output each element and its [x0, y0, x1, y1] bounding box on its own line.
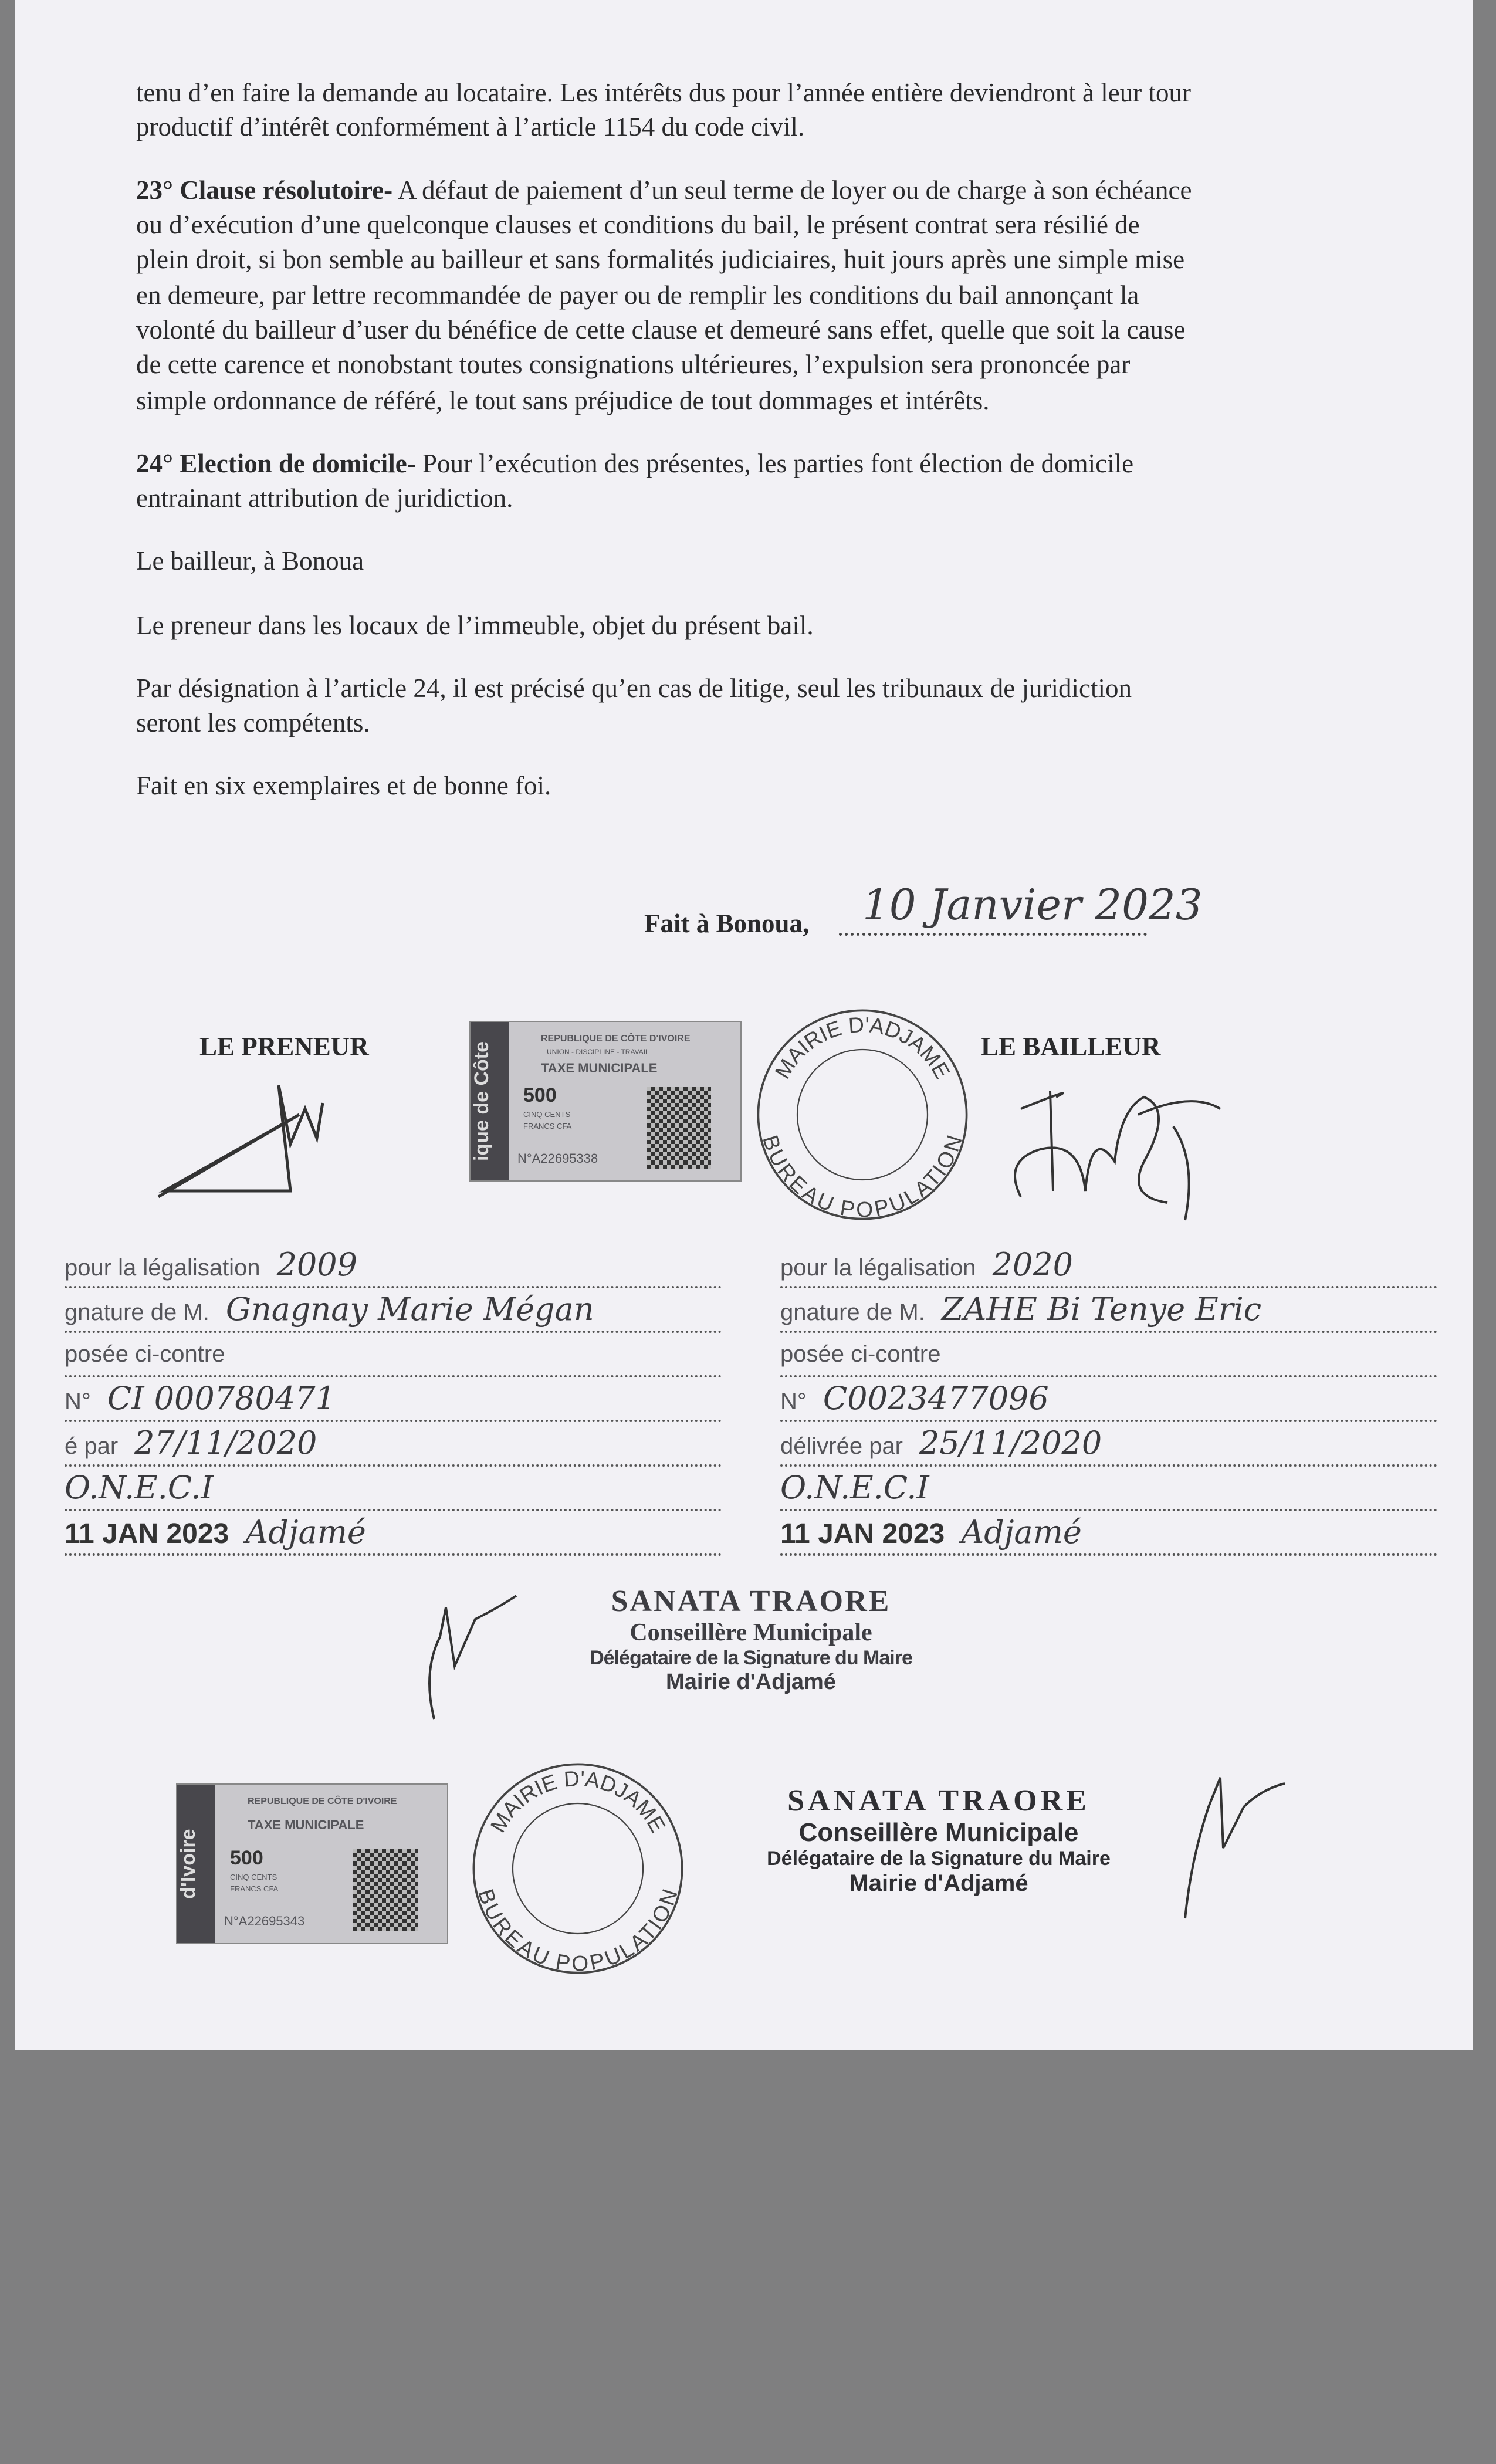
text-line-content: productif d’intérêt conformément à l’article 1154 du code civil. — [136, 112, 805, 141]
svg-text:MAIRIE D'ADJAME: MAIRIE D'ADJAME — [770, 1012, 955, 1083]
text-line-content: Par désignation à l’article 24, il est précisé qu’en cas de litige, seul les tribunaux de juridiction — [136, 673, 1132, 703]
text-line-content: simple ordonnance de référé, le tout sans préjudice de tout dommages et intérêts. — [136, 386, 990, 415]
text-line-content: Le preneur dans les locaux de l’immeuble, objet du présent bail. — [136, 611, 814, 640]
official-signature-lower — [1167, 1772, 1297, 1924]
date-dotted-line — [839, 933, 1147, 936]
text-line-content: ou d’exécution d’une quelconque clauses et conditions du bail, le présent contrat sera résilié de — [136, 210, 1140, 239]
text-line — [136, 317, 1185, 343]
text-line — [136, 388, 990, 414]
landlord-signature — [997, 1074, 1244, 1226]
clause-heading: 24° Election de domicile- — [136, 449, 416, 478]
official-stamp-middle: SANATA TRAORE Conseillère Municipale Délégataire de la Signature du Maire Mairie d'Adjamé — [590, 1585, 912, 1694]
text-line-content: tenu d’en faire la demande au locataire. Les intérêts dus pour l’année entière deviendront à leur tour — [136, 78, 1191, 107]
tax-stamp-upper: ique de Côte REPUBLIQUE DE CÔTE D'IVOIRE UNION - DISCIPLINE - TRAVAIL TAXE MUNICIPALE 500 CINQ CENTS FRANCS CFA N°A22695338 — [469, 1021, 742, 1182]
handwritten-date: 10 Janvier 2023 — [862, 880, 1203, 929]
tax-stamp-lower: d'Ivoire REPUBLIQUE DE CÔTE D'IVOIRE TAXE MUNICIPALE 500 CINQ CENTS FRANCS CFA N°A22695343 — [176, 1783, 448, 1944]
text-line — [136, 548, 364, 574]
text-line — [136, 773, 551, 799]
qr-code — [647, 1087, 711, 1169]
official-stamp-lower: SANATA TRAORE Conseillère Municipale Délégataire de la Signature du Maire Mairie d'Adjamé — [767, 1784, 1111, 1896]
text-line-content: seront les compétents. — [136, 708, 370, 737]
text-line-content: Pour l’exécution des présentes, les parties font élection de domicile — [415, 449, 1134, 478]
round-stamp-lower — [469, 1760, 686, 1977]
text-line-content: de cette carence et nonobstant toutes consignations ultérieures, l’expulsion sera prononcée par — [136, 350, 1131, 379]
text-line — [136, 451, 1133, 477]
round-stamp-upper — [754, 1006, 971, 1223]
text-line — [136, 612, 814, 639]
text-line — [136, 485, 513, 512]
clause-heading: 23° Clause résolutoire- — [136, 175, 393, 205]
text-line-content: A défaut de paiement d’un seul terme de loyer ou de charge à son échéance — [392, 175, 1192, 205]
text-line-content: plein droit, si bon semble au bailleur et sans formalités judiciaires, huit jours après une simple mise — [136, 245, 1185, 274]
landlord-label: LE BAILLEUR — [981, 1032, 1161, 1061]
text-line-content: en demeure, par lettre recommandée de payer ou de remplir les conditions du bail annonçant la — [136, 280, 1139, 310]
text-line-content: Le bailleur, à Bonoua — [136, 546, 364, 576]
text-line — [136, 177, 1192, 204]
text-line — [136, 351, 1130, 378]
text-line — [136, 710, 370, 736]
text-line-content: Fait en six exemplaires et de bonne foi. — [136, 771, 551, 800]
text-line-content: entrainant attribution de juridiction. — [136, 483, 513, 513]
tenant-label: LE PRENEUR — [199, 1032, 369, 1061]
svg-text:BUREAU POPULATION: BUREAU POPULATION — [473, 1886, 682, 1976]
official-signature-middle — [399, 1584, 546, 1725]
svg-text:MAIRIE D'ADJAME: MAIRIE D'ADJAME — [485, 1766, 671, 1837]
tax-stamp-side: ique de Côte — [471, 1022, 509, 1180]
text-line — [136, 80, 1191, 106]
tenant-signature — [153, 1074, 446, 1209]
legalization-stamp-right: pour la légalisation 2020 gnature de M. ZAHE Bi Tenye Eric posée ci-contre N° C0023477096 délivrée par 25/11/2020 O.N.E.C.I 11 JAN 2023 Adjamé — [780, 1244, 1437, 1556]
text-line — [136, 212, 1140, 238]
place-label: Fait à Bonoua, — [644, 909, 810, 938]
text-line — [136, 246, 1184, 273]
text-line — [136, 282, 1139, 309]
text-line — [136, 675, 1132, 702]
text-line — [136, 114, 804, 140]
svg-text:BUREAU POPULATION: BUREAU POPULATION — [758, 1132, 967, 1222]
text-line-content: volonté du bailleur d’user du bénéfice de cette clause et demeuré sans effet, quelle que soit la cause — [136, 315, 1186, 344]
legalization-stamp-left: pour la légalisation 2009 gnature de M. Gnagnay Marie Mégan posée ci-contre N° CI 000780471 é par 27/11/2020 O.N.E.C.I 11 JAN 2023 Adjamé — [65, 1244, 722, 1556]
